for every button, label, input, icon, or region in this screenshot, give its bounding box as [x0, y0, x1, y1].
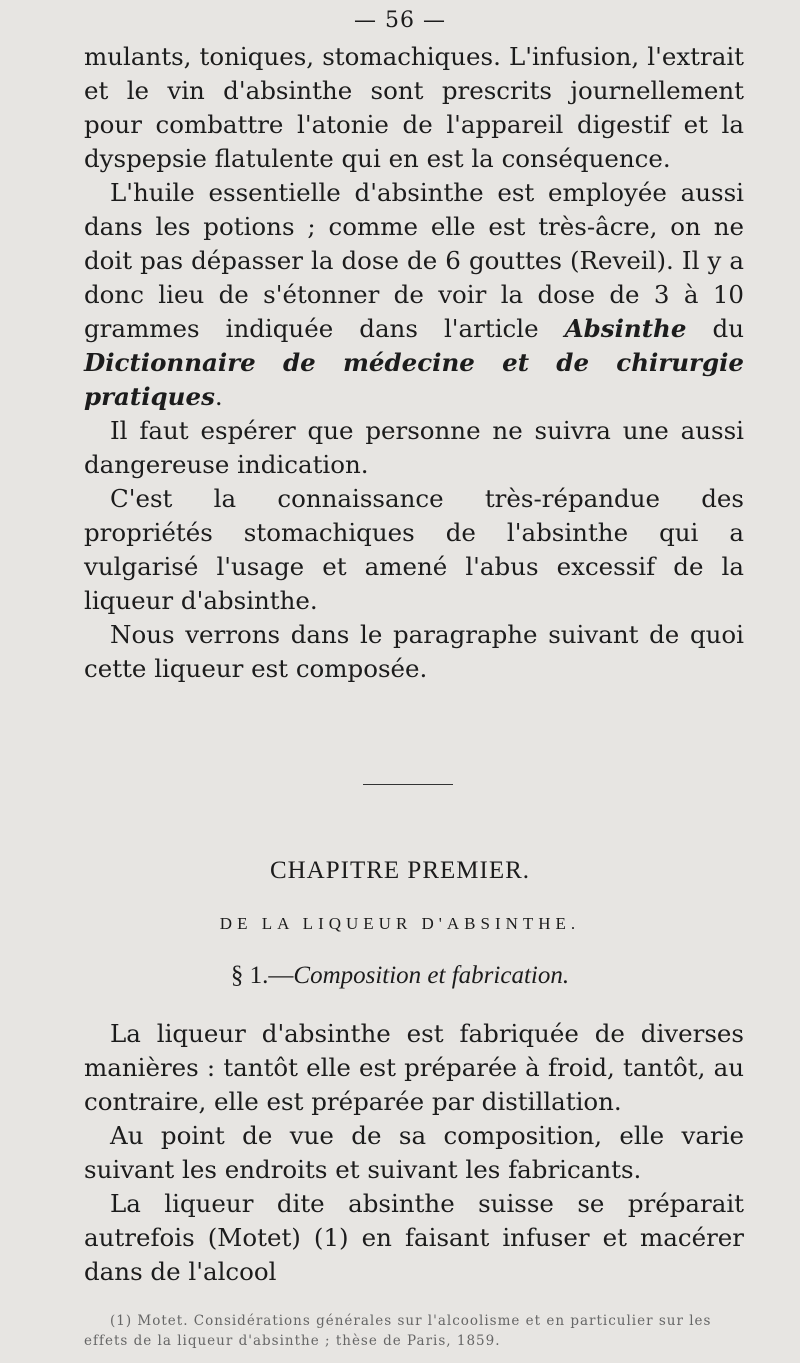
paragraph-2-text-c: .: [214, 382, 223, 411]
paragraph-2: [84, 176, 744, 414]
paragraph-3: Il faut espérer que personne ne suivra une aussi dangereuse indication.: [84, 416, 744, 479]
paragraph-1: mulants, toniques, stomachiques. L'infusion, l'extrait et le vin d'absinthe sont prescrits journellement pour combattre l'atonie de l'appareil digestif et la dyspepsie flatulente qui en est la conséquence.: [84, 42, 744, 173]
title-absinthe: Absinthe: [564, 314, 687, 343]
section-divider: [363, 784, 453, 785]
paragraph-2-text-b: du: [686, 314, 744, 343]
section-number: 1.—: [249, 962, 294, 989]
footnote-text: (1) Motet. Considérations générales sur l'alcoolisme et en particulier sur les effets de la liqueur d'absinthe ; thèse de Paris, 1859.: [84, 1313, 712, 1349]
paragraph-4: C'est la connaissance très-répandue des propriétés stomachiques de l'absinthe qui a vulgarisé l'usage et amené l'abus excessif de la liqueur d'absinthe.: [84, 484, 744, 615]
section-symbol: §: [230, 962, 244, 989]
title-dictionnaire: Dictionnaire de médecine et de chirurgie pratiques: [84, 348, 744, 411]
paragraph-5: Nous verrons dans le paragraphe suivant de quoi cette liqueur est composée.: [84, 620, 744, 683]
section-heading: [0, 962, 800, 990]
paragraph-7: Au point de vue de sa composition, elle varie suivant les endroits et suivant les fabricants.: [84, 1121, 744, 1184]
paragraph-8: La liqueur dite absinthe suisse se préparait autrefois (Motet) (1) en faisant infuser et macérer dans de l'alcool: [84, 1189, 744, 1286]
footnote: [84, 1311, 744, 1351]
body-text-bottom: [84, 1017, 744, 1289]
chapter-subtitle: DE LA LIQUEUR D'ABSINTHE.: [219, 914, 581, 933]
body-text-top: [84, 40, 744, 686]
section-title: Composition et fabrication.: [293, 962, 570, 989]
chapter-title: CHAPITRE PREMIER.: [269, 857, 531, 884]
paragraph-2-text-a: L'huile essentielle d'absinthe est employée aussi dans les potions ; comme elle est très-âcre, on ne doit pas dépasser la dose de 6 gouttes (Reveil). Il y a donc lieu de s'étonner de voir la dose de 3 à 10 grammes indiquée dans l'article: [84, 178, 744, 343]
paragraph-6: La liqueur d'absinthe est fabriquée de diverses manières : tantôt elle est préparée à froid, tantôt, au contraire, elle est préparée par distillation.: [84, 1019, 744, 1116]
page-number: — 56 —: [354, 8, 446, 33]
